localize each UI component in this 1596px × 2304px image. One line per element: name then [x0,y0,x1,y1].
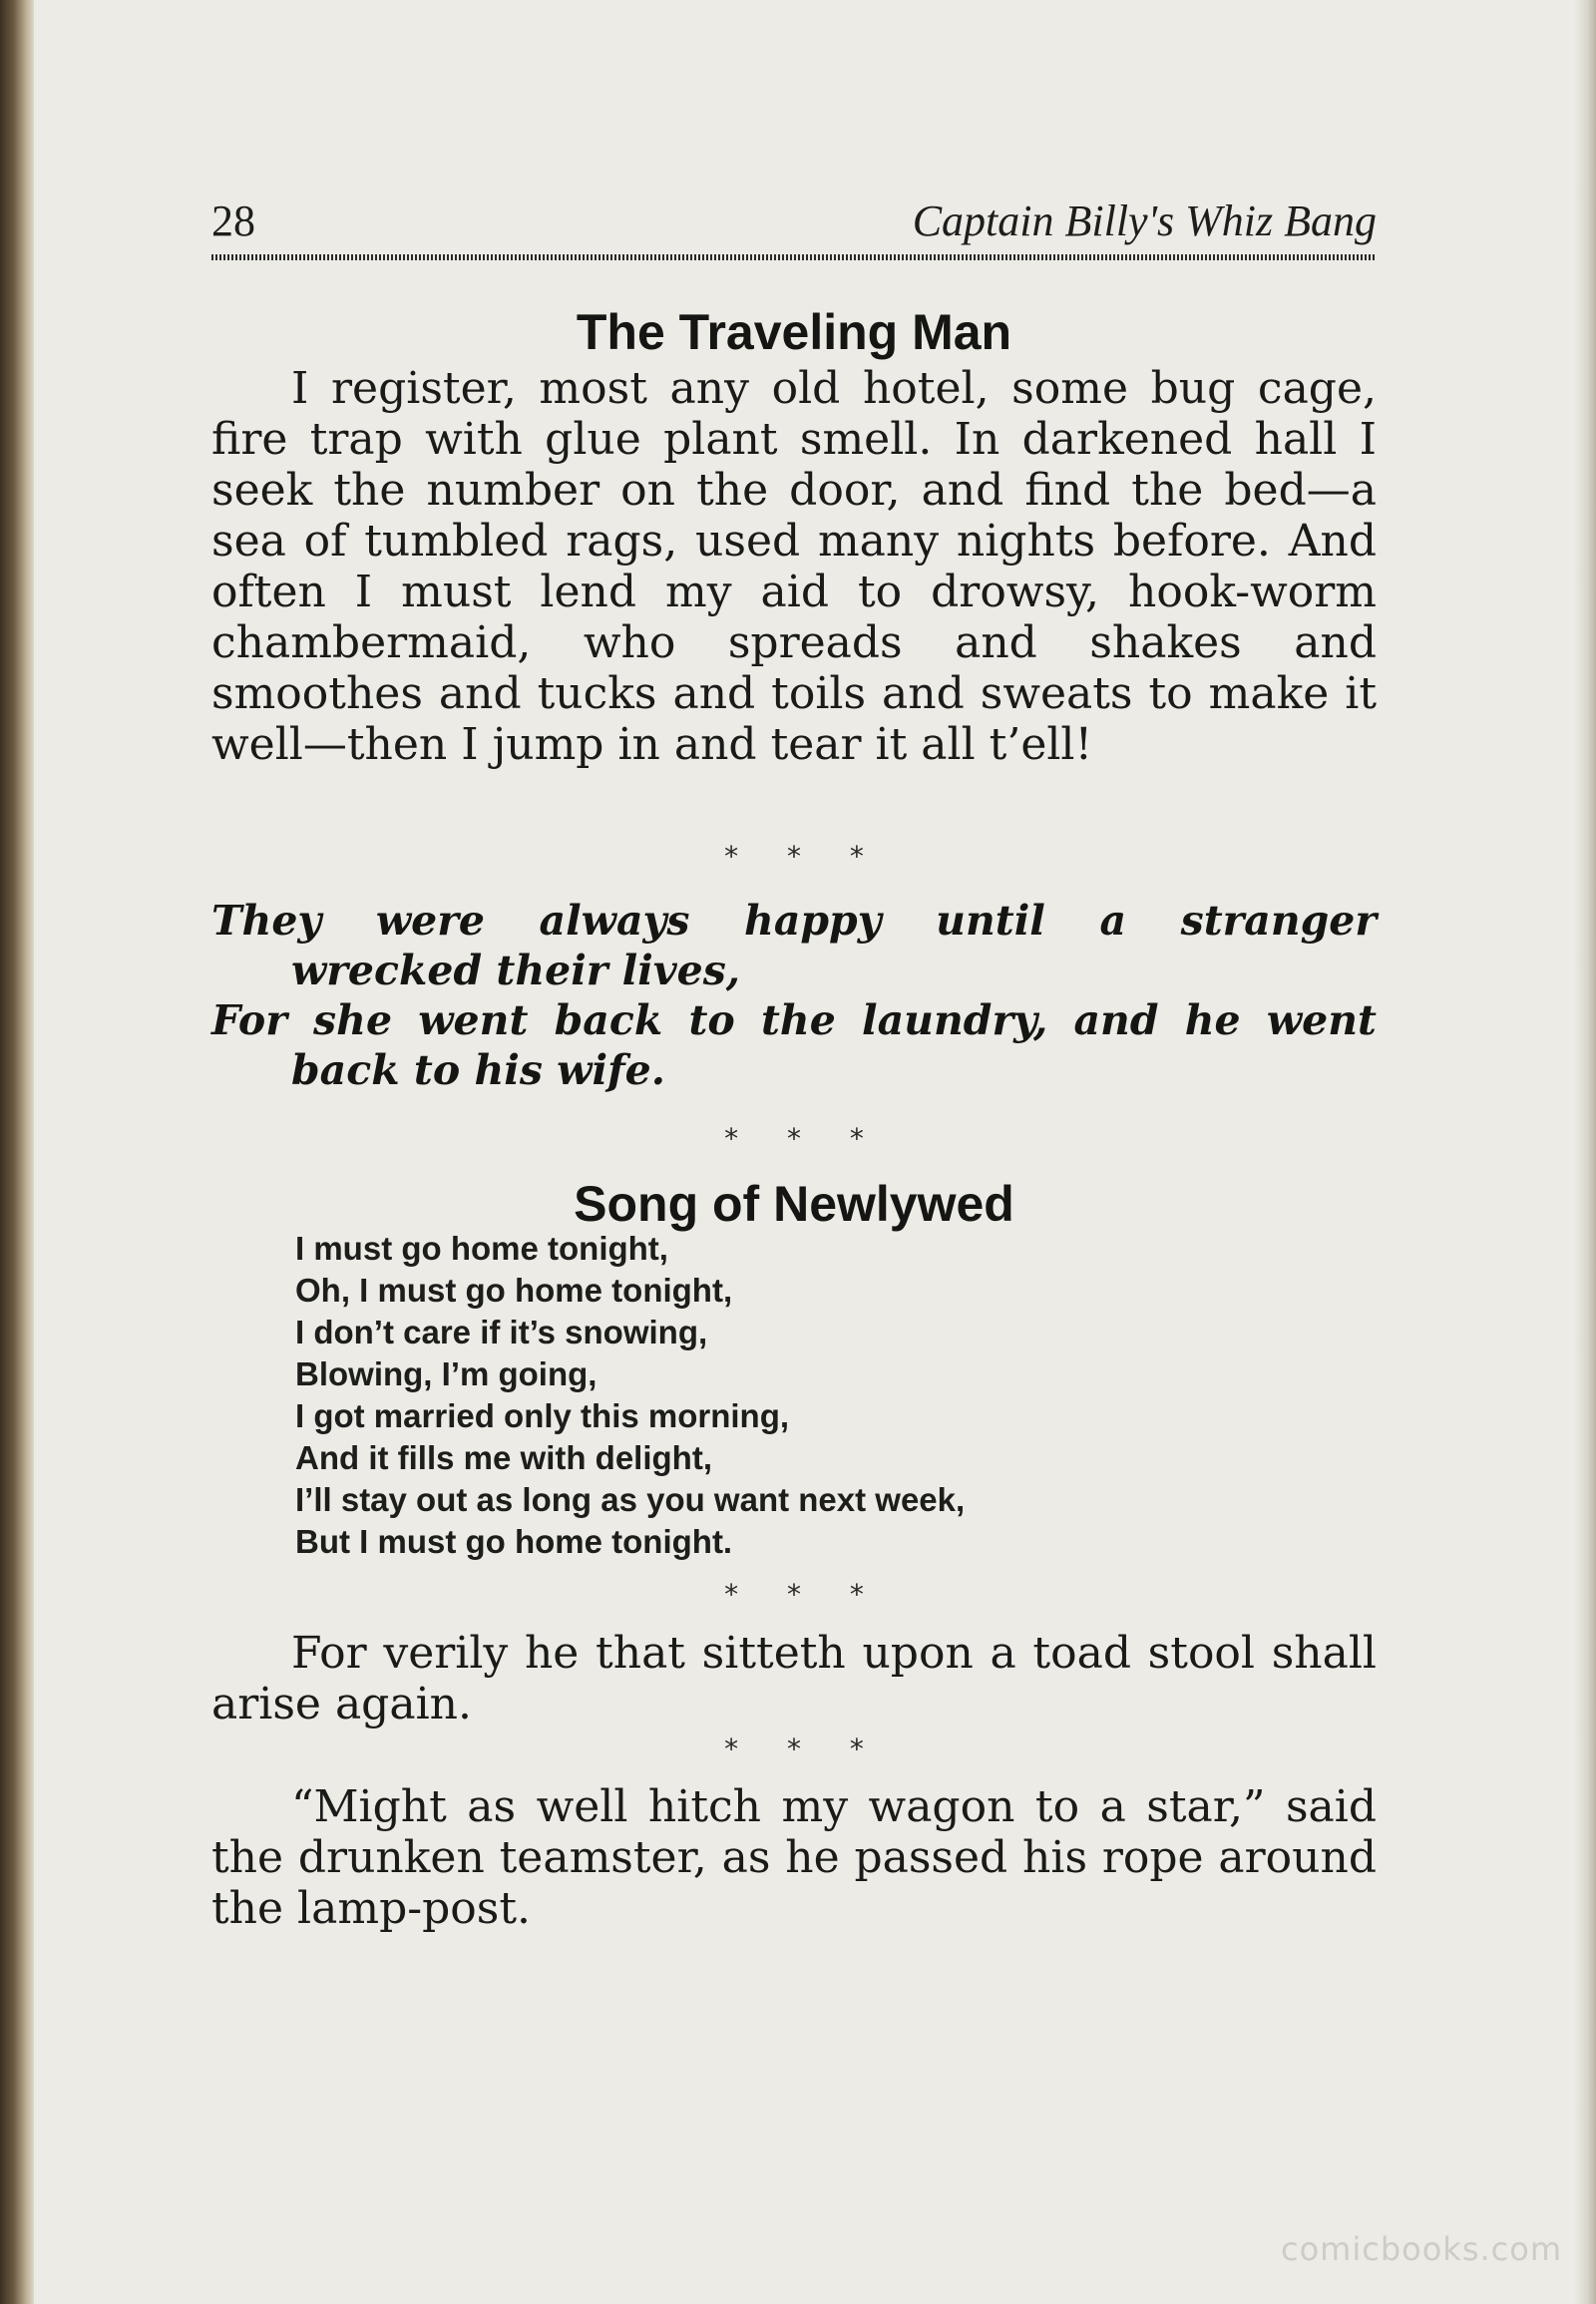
article-title-traveling-man: The Traveling Man [576,304,1012,360]
verse-line: They were always happy until a stranger [211,897,1377,945]
song-lyrics [295,1228,965,1563]
song-line: I got married only this morning, [295,1397,790,1434]
verse-line: For she went back to the laundry, and he went [211,996,1377,1044]
page-header [211,195,1377,255]
page-number: 28 [211,196,255,245]
running-title: Captain Billy's Whiz Bang [912,196,1377,245]
verse-line-continuation: wrecked their lives, [291,947,741,994]
song-title: Song of Newlywed [574,1176,1014,1232]
verse-block [211,896,1377,1095]
header-rule [211,254,1377,260]
song-line: I’ll stay out as long as you want next week, [295,1481,966,1518]
article-body-traveling-man: I register, most any old hotel, some bug cage, fire trap with glue plant smell. In darkened hall I seek the number on the door, and find the bed—a sea of tumbled rags, used many nights before. And often I must lend my aid to drowsy, hook-worm chambermaid, who spreads and shakes and smoothes and tucks and toils and sweats to make it well—then I jump in and tear it all t’ell! [211,363,1377,770]
section-separator: * * * [724,1122,864,1155]
joke-teamster: “Might as well hitch my wagon to a star,” said the drunken teamster, as he passed his rope around the lamp-post. [211,1781,1377,1934]
page-edge-shadow [1574,0,1596,2304]
song-line: Oh, I must go home tonight, [295,1272,733,1309]
section-separator: * * * [724,840,864,873]
joke-toadstool: For verily he that sitteth upon a toad stool shall arise again. [211,1628,1377,1729]
song-line: And it fills me with delight, [295,1439,712,1476]
section-separator: * * * [724,1732,864,1765]
verse-line-continuation: back to his wife. [291,1046,666,1094]
page-spine-shadow [0,0,34,2304]
watermark: comicbooks.com [1280,2230,1562,2268]
song-line: Blowing, I’m going, [295,1355,598,1392]
song-line: I must go home tonight, [295,1230,668,1267]
song-line: But I must go home tonight. [295,1523,733,1560]
song-line: I don’t care if it’s snowing, [295,1314,708,1350]
section-separator: * * * [724,1578,864,1611]
